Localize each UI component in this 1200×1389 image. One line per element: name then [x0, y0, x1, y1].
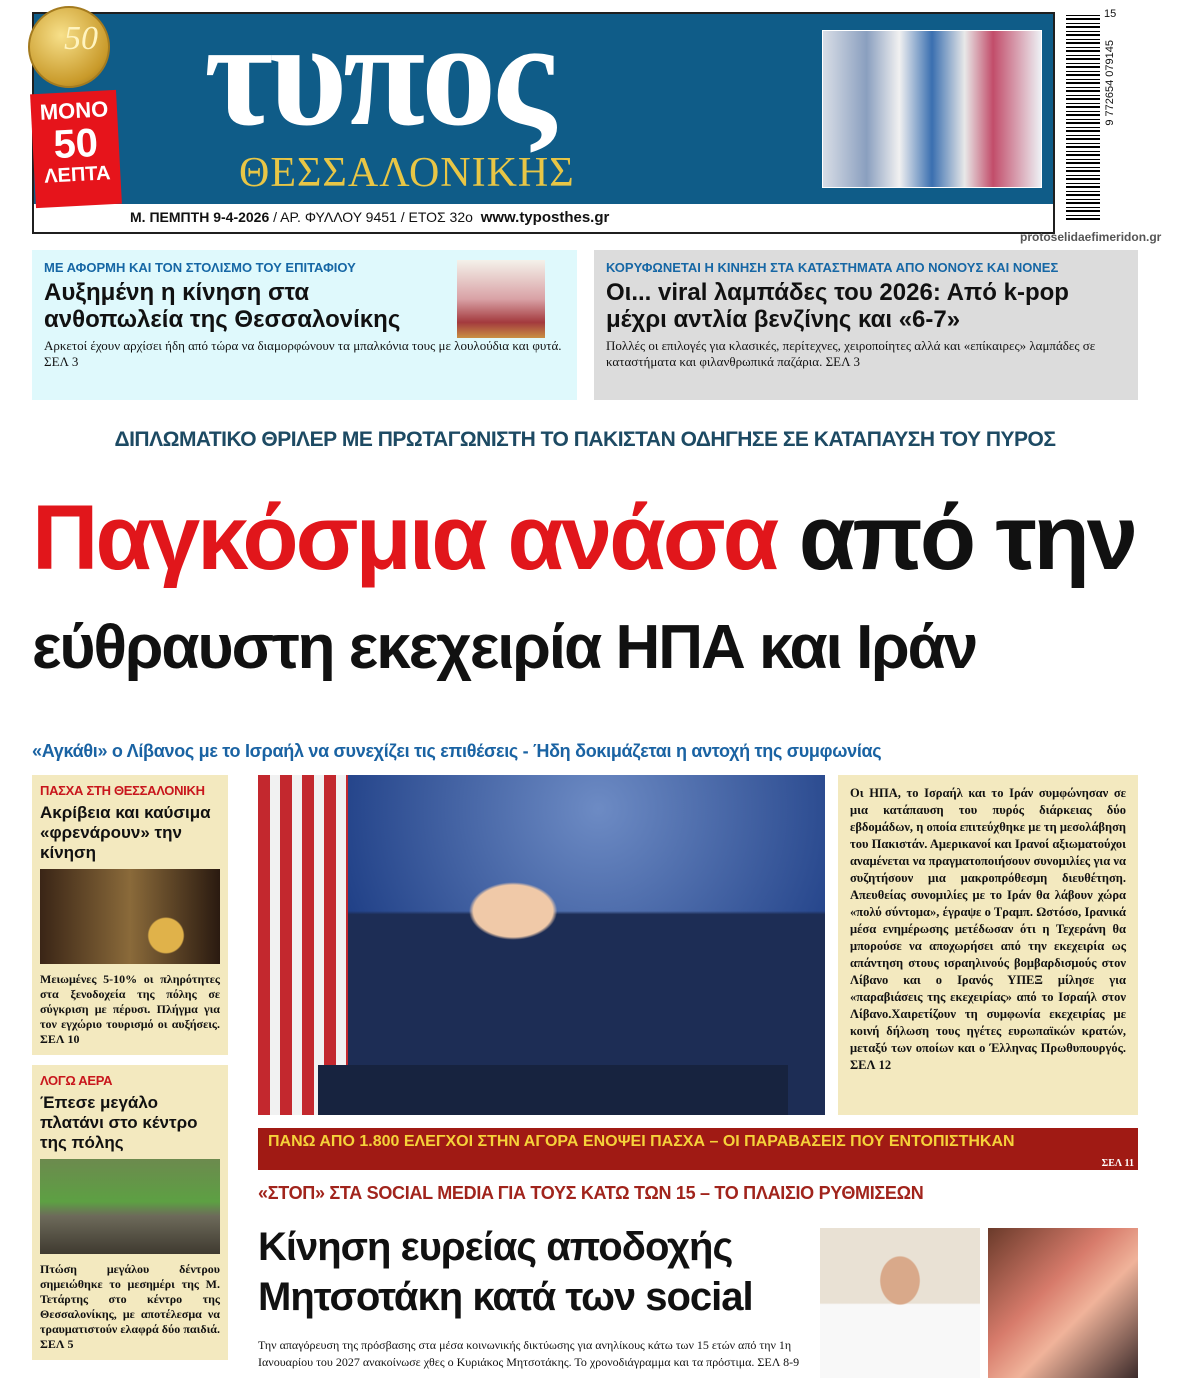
- lead-kicker: ΔΙΠΛΩΜΑΤΙΚΟ ΘΡΙΛΕΡ ΜΕ ΠΡΩΤΑΓΩΝΙΣΤΗ ΤΟ ΠΑΚΙΣΤΑΝ ΟΔΗΓΗΣΕ ΣΕ ΚΑΤΑΠΑΥΣΗ ΤΟΥ ΠΥΡΟΣ: [114, 428, 1056, 451]
- watermark: protoselidaefimeridon.gr: [1020, 230, 1162, 244]
- top-story-candles[interactable]: [594, 250, 1138, 400]
- dateline: [130, 208, 609, 227]
- price-value: 50: [52, 120, 100, 168]
- story-headline: Αυξημένη η κίνηση στα ανθοπωλεία της Θεσσαλονίκης: [44, 279, 401, 333]
- price-tag: [30, 90, 122, 208]
- issue: / ΑΡ. ΦΥΛΛΟΥ 9451 / ΕΤΟΣ 32ο: [273, 209, 473, 225]
- barcode-number: 9 772654 079145: [1104, 40, 1116, 126]
- headline-red: Παγκόσμια ανάσα: [32, 487, 777, 589]
- easter-candles-photo: [822, 30, 1042, 188]
- headline-line2: εύθραυστη εκεχειρία ΗΠΑ και Ιράν: [32, 613, 977, 682]
- podium: [318, 1065, 788, 1115]
- story-text: Μειωμένες 5-10% οι πληρότητες στα ξενοδοχεία της πόλης σε σύγκριση με πέρυσι. Πλήγμα για τον εγχώριο τουρισμό οι αυξήσεις. ΣΕΛ 10: [40, 972, 220, 1046]
- logo-subtitle: ΘΕΣΣΑΛΟΝΙΚΗΣ: [239, 150, 575, 196]
- lead-headline: [32, 478, 1138, 698]
- us-flag: [258, 775, 348, 1115]
- phones-photo: [988, 1228, 1138, 1378]
- story-headline: Οι... viral λαμπάδες του 2026: Από k-pop μέχρι αντλία βενζίνης και «6-7»: [606, 279, 1069, 333]
- story-kicker: ΠΑΣΧΑ ΣΤΗ ΘΕΣΣΑΛΟΝΙΚΗ: [40, 783, 205, 798]
- banner-page: ΣΕΛ 11: [1101, 1158, 1134, 1169]
- top-story-flowers[interactable]: [32, 250, 577, 400]
- barcode: [1066, 12, 1100, 220]
- fallen-tree-photo: [40, 1159, 220, 1254]
- side-story-tree[interactable]: [32, 1065, 228, 1360]
- epitaph-photo: [457, 260, 545, 338]
- price-line: ΜΟΝΟ: [39, 96, 109, 125]
- market-checks-banner[interactable]: [258, 1128, 1138, 1170]
- website-link[interactable]: www.typosthes.gr: [480, 209, 610, 226]
- side-story-easter[interactable]: [32, 775, 228, 1055]
- lead-body: Οι ΗΠΑ, το Ισραήλ και το Ιράν συμφώνησαν σε μια κατάπαυση του πυρός διάρκειας δύο εβδομάδων, η οποία επιτεύχθηκε με τη μεσολάβηση του Πακιστάν. Αμερικανοί και Ιρανοί αξιωματούχοι αναμένεται να πραγματοποιήσουν συνομιλίες για να συζητήσουν μια μακροπρόθεσμη διευθέτηση. Απευθείας συνομιλίες με το Ιράν θα λάβουν χώρα «πολύ σύντομα», έγραψε ο Τραμπ. Ωστόσο, Ιρανικά μέσα ενημέρωσης μετέδωσαν ότι η Τεχεράνη θα μπορούσε να αποχωρήσει από την εκεχειρία ως απάντηση στους ισραηλινούς βομβαρδισμούς στον Λίβανο και ο Ιρανός ΥΠΕΞ μίλησε για «παραβιάσεις της εκεχειρίας» από το Ισραήλ στον Λίβανο.Χαιρετίζουν τη συμφωνία εκεχειρίας με κοινή δήλωση τους ηγέτες ευρωπαϊκών κρατών, μεταξύ των οποίων και ο Έλληνας Πρωθυπουργός. ΣΕΛ 12: [838, 775, 1138, 1115]
- lead-photo: [258, 775, 825, 1115]
- story-headline: Ακρίβεια και καύσιμα «φρενάρουν» την κίνηση: [40, 803, 211, 862]
- social-headline-line2: Μητσοτάκη κατά των social: [258, 1275, 753, 1319]
- story-text: Αρκετοί έχουν αρχίσει ήδη από τώρα να διαμορφώνουν τα μπαλκόνια τους με λουλούδια και φυτά. ΣΕΛ 3: [44, 338, 562, 369]
- social-kicker: «ΣΤΟΠ» ΣΤΑ SOCIAL MEDIA ΓΙΑ ΤΟΥΣ ΚΑΤΩ ΤΩΝ 15 – ΤΟ ΠΛΑΙΣΙΟ ΡΥΘΜΙΣΕΩΝ: [258, 1183, 924, 1203]
- story-kicker: ΛΟΓΩ ΑΕΡΑ: [40, 1073, 113, 1088]
- masthead: [32, 0, 1055, 234]
- date: Μ. ΠΕΜΠΤΗ 9-4-2026: [130, 209, 270, 225]
- lead-subhead: «Αγκάθι» ο Λίβανος με το Ισραήλ να συνεχίζει τις επιθέσεις - Ήδη δοκιμάζεται η αντοχή της συμφωνίας: [32, 741, 882, 761]
- story-kicker: ΚΟΡΥΦΩΝΕΤΑΙ Η ΚΙΝΗΣΗ ΣΤΑ ΚΑΤΑΣΤΗΜΑΤΑ ΑΠΟ ΝΟΝΟΥΣ ΚΑΙ ΝΟΝΕΣ: [606, 260, 1059, 275]
- hotel-photo: [40, 869, 220, 964]
- banner-text: ΠΑΝΩ ΑΠΟ 1.800 ΕΛΕΓΧΟΙ ΣΤΗΝ ΑΓΟΡΑ ΕΝΟΨΕΙ ΠΑΣΧΑ – ΟΙ ΠΑΡΑΒΑΣΕΙΣ ΠΟΥ ΕΝΤΟΠΙΣΤΗΚΑΝ: [268, 1133, 1015, 1150]
- story-text: Πτώση μεγάλου δέντρου σημειώθηκε το μεσημέρι της Μ. Τετάρτης στο κέντρο της Θεσσαλονίκης, με αποτέλεσμα να τραυματιστούν ελαφρά δύο παιδιά. ΣΕΛ 5: [40, 1262, 220, 1351]
- social-headline-line1: Κίνηση ευρείας αποδοχής: [258, 1225, 733, 1269]
- story-text: Πολλές οι επιλογές για κλασικές, περίτεχνες, χειροποίητες αλλά και «επίκαιρες» λαμπάδες σε καταστήματα και φιλανθρωπικά παζάρια. ΣΕΛ 3: [606, 338, 1096, 369]
- headline-part: από την: [776, 487, 1136, 589]
- story-headline: Έπεσε μεγάλο πλατάνι στο κέντρο της πόλης: [40, 1093, 198, 1152]
- coin-icon: 50: [28, 6, 110, 88]
- social-text: Την απαγόρευση της πρόσβασης στα μέσα κοινωνικής δικτύωσης για ανηλίκους κάτω των 15 ετών από την 1η Ιανουαρίου του 2027 ανακοίνωσε χθες ο Κυριάκος Μητσοτάκης. Το χρονοδιάγραμμα και τα πρόστιμα. ΣΕΛ 8-9: [258, 1338, 800, 1369]
- barcode-issue: 15: [1104, 8, 1117, 20]
- social-headline: [258, 1222, 813, 1322]
- side-column: [32, 775, 228, 1360]
- pm-photo: [820, 1228, 980, 1378]
- newspaper-logo: τυπος: [204, 0, 552, 157]
- price-unit: ΛΕΠΤΑ: [43, 162, 112, 188]
- story-kicker: ΜΕ ΑΦΟΡΜΗ ΚΑΙ ΤΟΝ ΣΤΟΛΙΣΜΟ ΤΟΥ ΕΠΙΤΑΦΙΟΥ: [44, 260, 356, 275]
